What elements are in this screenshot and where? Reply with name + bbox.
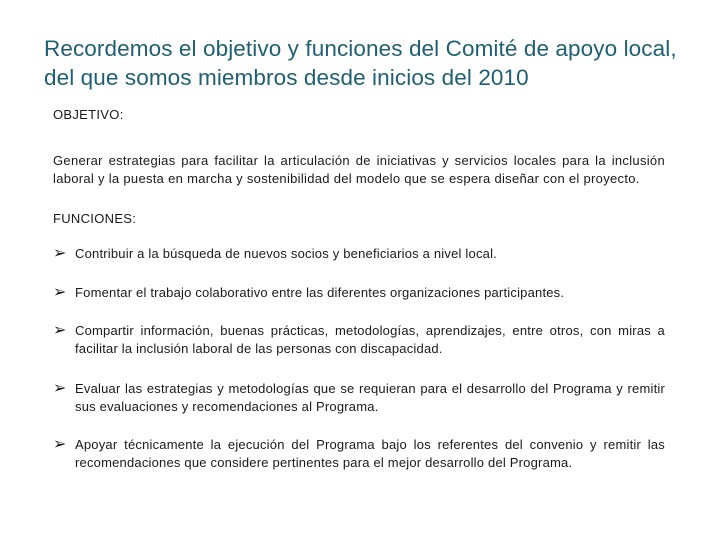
- objective-label: OBJETIVO:: [53, 107, 124, 122]
- function-item: [53, 436, 665, 472]
- function-item: [53, 322, 665, 358]
- function-item-text: Compartir información, buenas prácticas, metodologías, aprendizajes, entre otros, con miras a facilitar la inclusión laboral de las personas con discapacidad.: [75, 323, 665, 356]
- function-item: [53, 245, 665, 263]
- function-item: [53, 284, 665, 302]
- arrowhead-bullet-icon: ➢: [53, 380, 67, 397]
- arrowhead-bullet-icon: ➢: [53, 322, 67, 339]
- arrowhead-bullet-icon: ➢: [53, 436, 67, 453]
- functions-list: [53, 245, 665, 472]
- objective-text: Generar estrategias para facilitar la articulación de iniciativas y servicios locales para la inclusión laboral y la puesta en marcha y sostenibilidad del modelo que se espera diseñar con el proyecto.: [53, 153, 665, 186]
- arrowhead-bullet-icon: ➢: [53, 245, 67, 262]
- function-item-text: Contribuir a la búsqueda de nuevos socios y beneficiarios a nivel local.: [75, 246, 497, 261]
- functions-label: FUNCIONES:: [53, 211, 137, 226]
- function-item: [53, 380, 665, 416]
- function-item-text: Fomentar el trabajo colaborativo entre las diferentes organizaciones participantes.: [75, 285, 565, 300]
- slide-title: Recordemos el objetivo y funciones del Comité de apoyo local, del que somos miembros desde inicios del 2010: [44, 36, 677, 90]
- function-item-text: Evaluar las estrategias y metodologías que se requieran para el desarrollo del Programa y remitir sus evaluaciones y recomendaciones al Programa.: [75, 381, 665, 414]
- slide-body: [53, 106, 665, 472]
- arrowhead-bullet-icon: ➢: [53, 284, 67, 301]
- function-item-text: Apoyar técnicamente la ejecución del Programa bajo los referentes del convenio y remitir las recomendaciones que considere pertinentes para el mejor desarrollo del Programa.: [75, 437, 665, 470]
